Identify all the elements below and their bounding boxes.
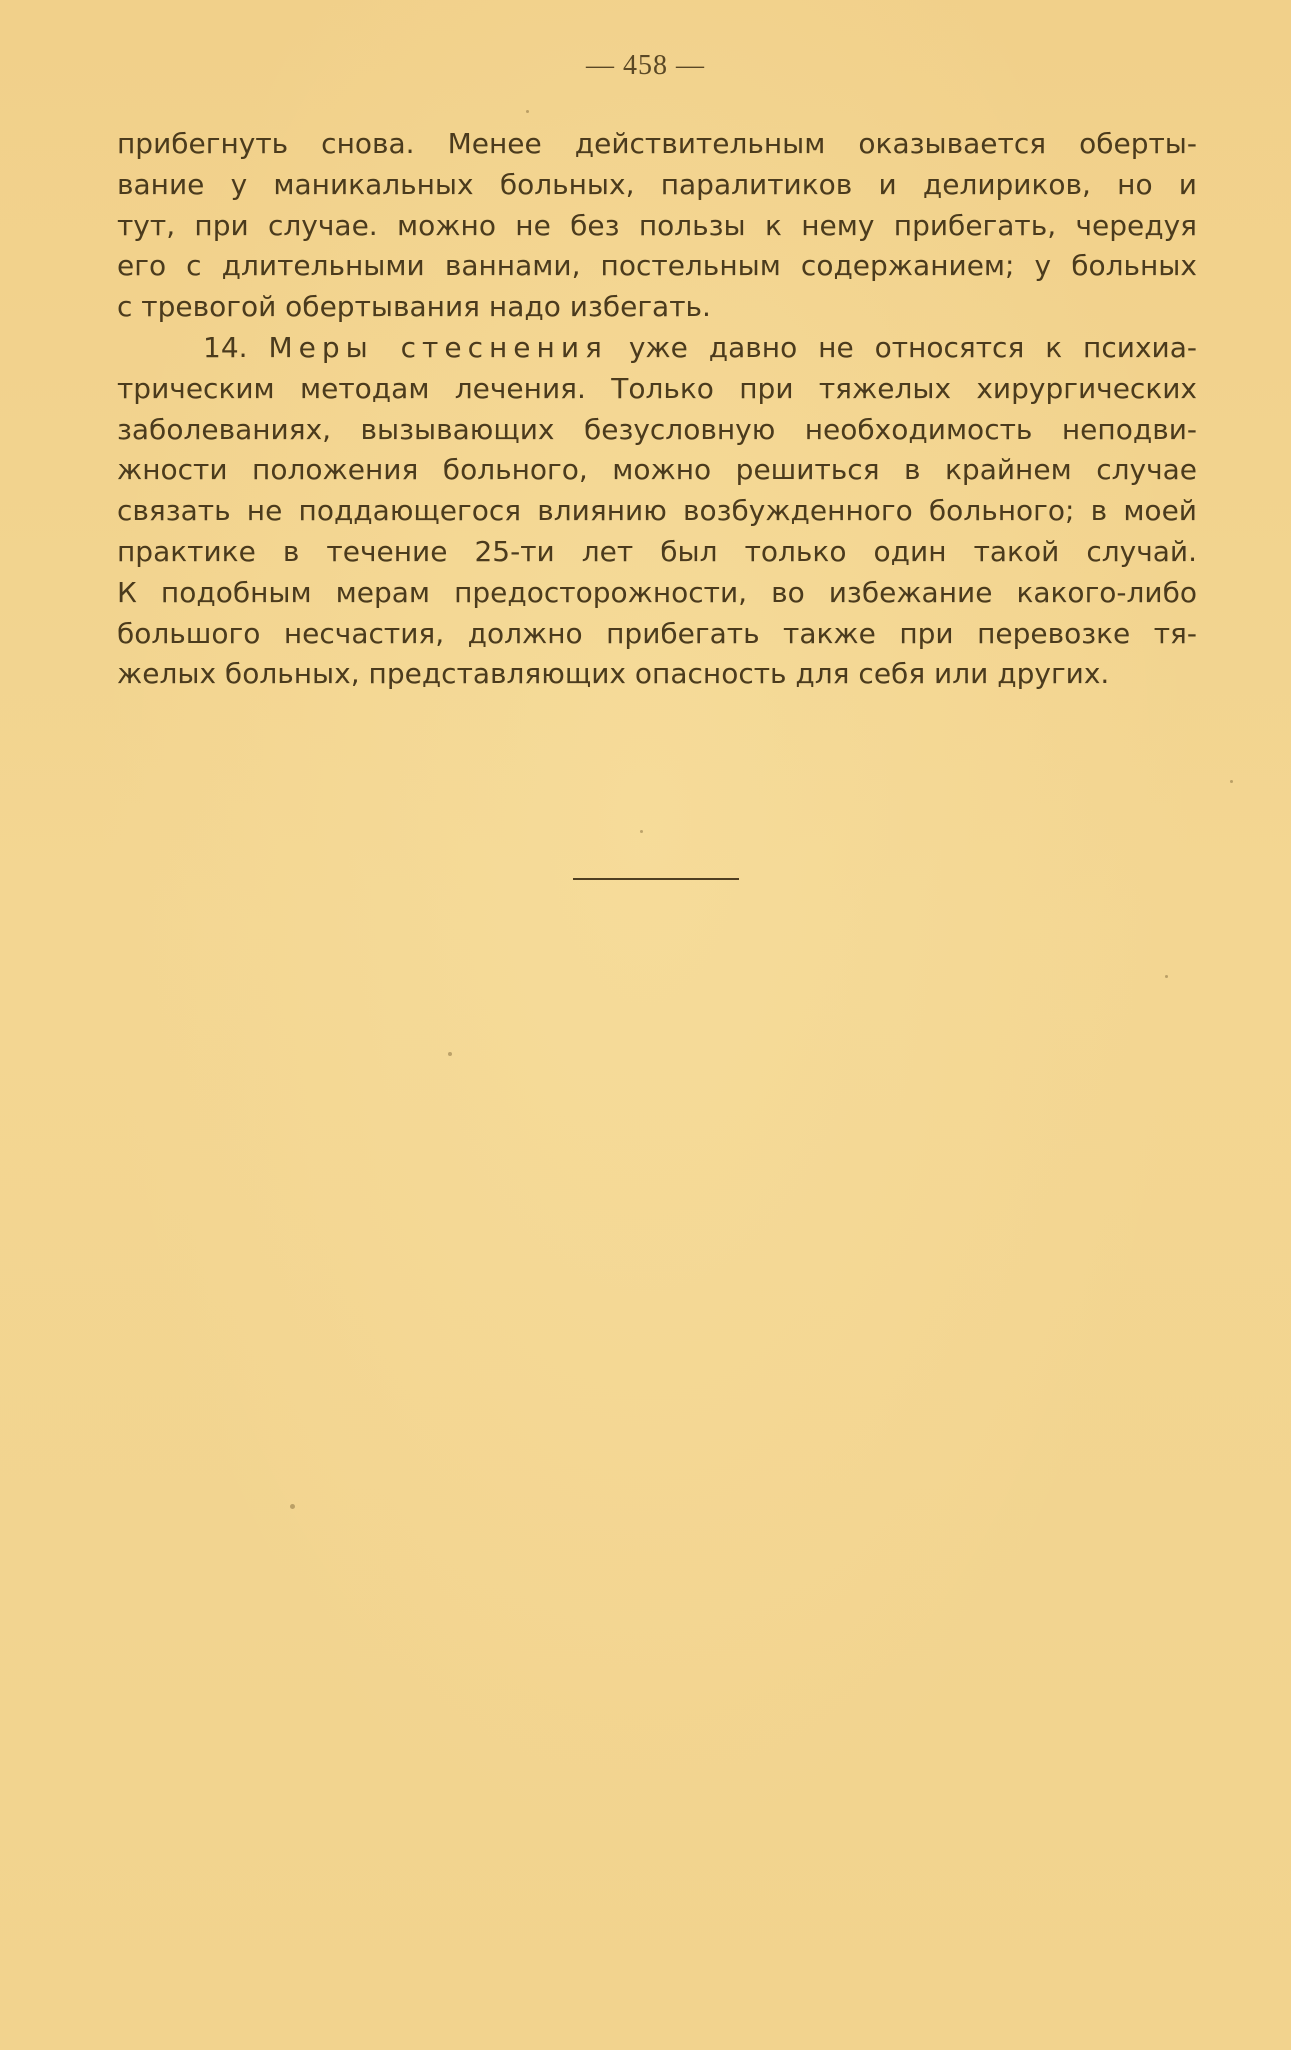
text-line: прибегнуть снова. Менее действительным оказывается оберты- — [117, 127, 1197, 160]
text-line-rest: уже давно не относятся к психиа- — [628, 330, 1197, 364]
paper-speck — [640, 830, 643, 833]
paragraph-1 — [117, 124, 1197, 328]
section-heading: Меры стеснения — [268, 330, 608, 364]
text-line: К подобным мерам предосторожности, во избежание какого-либо — [117, 575, 1197, 609]
body-text — [117, 124, 1197, 695]
text-line: его с длительными ваннами, постельным содержанием; у больных — [117, 249, 1197, 283]
text-line: желых больных, представляющих опасность для себя или других. — [117, 657, 1110, 691]
paper-speck — [290, 1504, 295, 1509]
paper-speck — [448, 1052, 452, 1056]
page-number: — 458 — — [586, 50, 705, 81]
text-line: трическим методам лечения. Только при тяжелых хирургических — [117, 371, 1197, 405]
text-line: большого несчастия, должно прибегать также при перевозке тя- — [117, 616, 1197, 650]
text-line: вание у маникальных больных, паралитиков и делириков, но и — [117, 167, 1197, 201]
text-line: практике в течение 25-ти лет был только один такой случай. — [117, 534, 1197, 568]
section-number: 14. — [203, 330, 248, 364]
text-line: связать не поддающегося влиянию возбужденного больного; в моей — [117, 494, 1197, 528]
text-line: тут, при случае. можно не без пользы к нему прибегать, чередуя — [117, 208, 1197, 242]
paper-speck — [526, 110, 529, 113]
text-line: жности положения больного, можно решиться в крайнем случае — [117, 453, 1197, 487]
paragraph-2 — [117, 328, 1197, 695]
paragraph-first-line — [117, 328, 1197, 369]
text-line: с тревогой обертывания надо избегать. — [117, 290, 711, 324]
paper-speck — [1230, 780, 1233, 783]
paper-speck — [1165, 975, 1168, 978]
text-line: заболеваниях, вызывающих безусловную необходимость неподви- — [117, 412, 1197, 446]
end-rule — [573, 878, 739, 880]
